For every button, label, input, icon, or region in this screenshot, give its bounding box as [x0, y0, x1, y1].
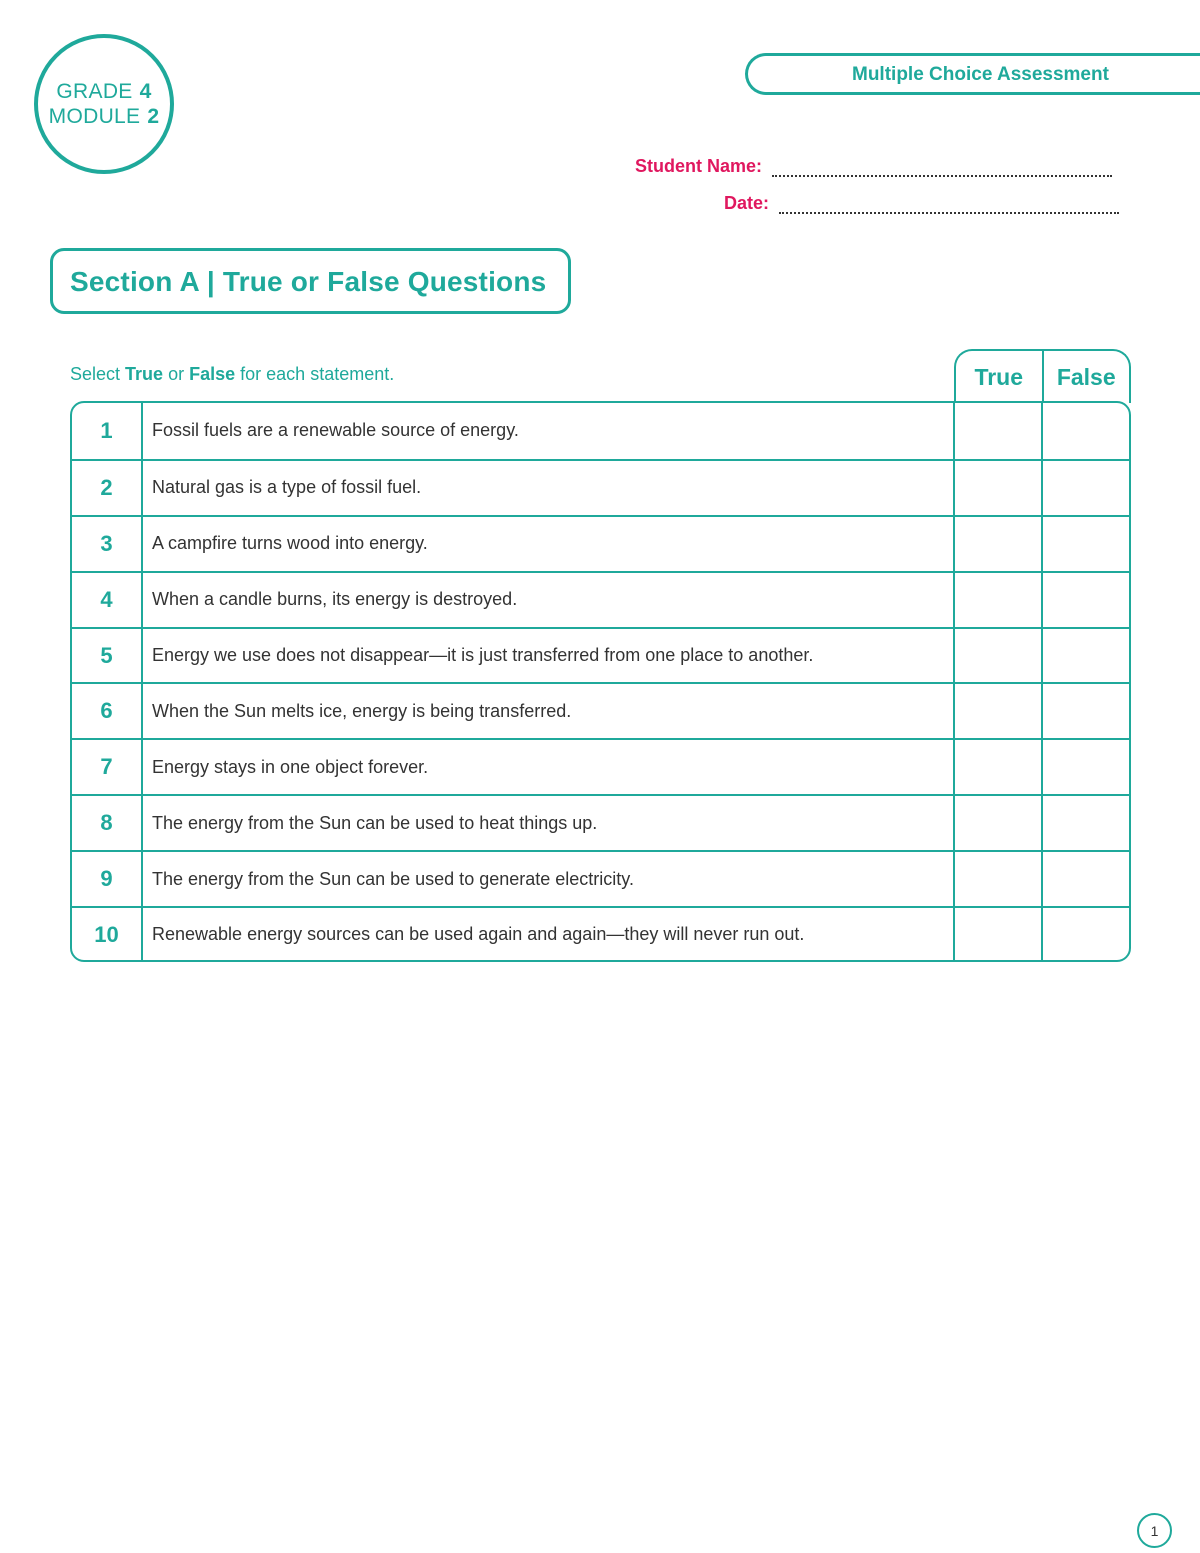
question-text: Natural gas is a type of fossil fuel. [143, 461, 955, 515]
true-answer-cell[interactable] [955, 403, 1043, 459]
student-name-line[interactable] [772, 163, 1112, 177]
assessment-title: Multiple Choice Assessment [852, 64, 1109, 85]
module-number: 2 [147, 105, 160, 128]
date-field[interactable] [724, 193, 1119, 214]
grade-number: 4 [139, 80, 152, 103]
grade-module-badge [34, 34, 174, 174]
true-answer-cell[interactable] [955, 908, 1043, 962]
instruction-mid: or [168, 364, 185, 384]
false-answer-cell[interactable] [1043, 517, 1129, 571]
instruction-post: for each statement. [240, 364, 395, 384]
question-number: 4 [72, 573, 143, 627]
false-column-header: False [1042, 351, 1130, 403]
student-name-label: Student Name: [635, 156, 763, 176]
table-row [72, 794, 1129, 850]
grade-word: GRADE [56, 80, 133, 103]
true-answer-cell[interactable] [955, 517, 1043, 571]
question-text: A campfire turns wood into energy. [143, 517, 955, 571]
question-text: The energy from the Sun can be used to heat things up. [143, 796, 955, 850]
false-answer-cell[interactable] [1043, 573, 1129, 627]
table-row [72, 403, 1129, 459]
section-title: Section A | True or False Questions [70, 266, 547, 297]
date-label: Date: [724, 193, 770, 213]
true-column-header: True [974, 363, 1024, 390]
question-number: 6 [72, 684, 143, 738]
true-answer-cell[interactable] [955, 684, 1043, 738]
question-text: When a candle burns, its energy is destroyed. [143, 573, 955, 627]
true-answer-cell[interactable] [955, 796, 1043, 850]
question-number: 9 [72, 852, 143, 906]
student-name-field[interactable] [635, 156, 1112, 177]
question-number: 10 [72, 908, 143, 962]
question-text: Renewable energy sources can be used again and again—they will never run out. [143, 908, 955, 962]
true-false-header [954, 349, 1131, 403]
question-text: Energy we use does not disappear—it is just transferred from one place to another. [143, 629, 955, 683]
question-number: 7 [72, 740, 143, 794]
instruction-true-word: True [125, 364, 164, 384]
table-row [72, 850, 1129, 906]
false-answer-cell[interactable] [1043, 461, 1129, 515]
table-row [72, 459, 1129, 515]
false-answer-cell[interactable] [1043, 403, 1129, 459]
question-number: 3 [72, 517, 143, 571]
instruction-text [70, 364, 394, 385]
question-number: 8 [72, 796, 143, 850]
true-answer-cell[interactable] [955, 461, 1043, 515]
question-table [70, 401, 1131, 962]
assessment-type-banner [745, 53, 1200, 95]
true-answer-cell[interactable] [955, 740, 1043, 794]
true-answer-cell[interactable] [955, 573, 1043, 627]
false-answer-cell[interactable] [1043, 908, 1129, 962]
instruction-pre: Select [70, 364, 121, 384]
question-text: Energy stays in one object forever. [143, 740, 955, 794]
question-number: 1 [72, 403, 143, 459]
table-row [72, 627, 1129, 683]
false-answer-cell[interactable] [1043, 852, 1129, 906]
page-number: 1 [1137, 1513, 1172, 1548]
module-word: MODULE [48, 105, 141, 128]
false-answer-cell[interactable] [1043, 684, 1129, 738]
question-text: The energy from the Sun can be used to generate electricity. [143, 852, 955, 906]
instruction-false-word: False [189, 364, 236, 384]
table-row [72, 515, 1129, 571]
table-row [72, 682, 1129, 738]
false-answer-cell[interactable] [1043, 740, 1129, 794]
table-row [72, 571, 1129, 627]
question-text: When the Sun melts ice, energy is being transferred. [143, 684, 955, 738]
question-number: 5 [72, 629, 143, 683]
false-answer-cell[interactable] [1043, 796, 1129, 850]
true-answer-cell[interactable] [955, 852, 1043, 906]
table-row [72, 738, 1129, 794]
table-row [72, 906, 1129, 962]
false-answer-cell[interactable] [1043, 629, 1129, 683]
true-answer-cell[interactable] [955, 629, 1043, 683]
section-title-box [50, 248, 571, 314]
question-number: 2 [72, 461, 143, 515]
date-line[interactable] [779, 200, 1119, 214]
question-text: Fossil fuels are a renewable source of energy. [143, 403, 955, 459]
